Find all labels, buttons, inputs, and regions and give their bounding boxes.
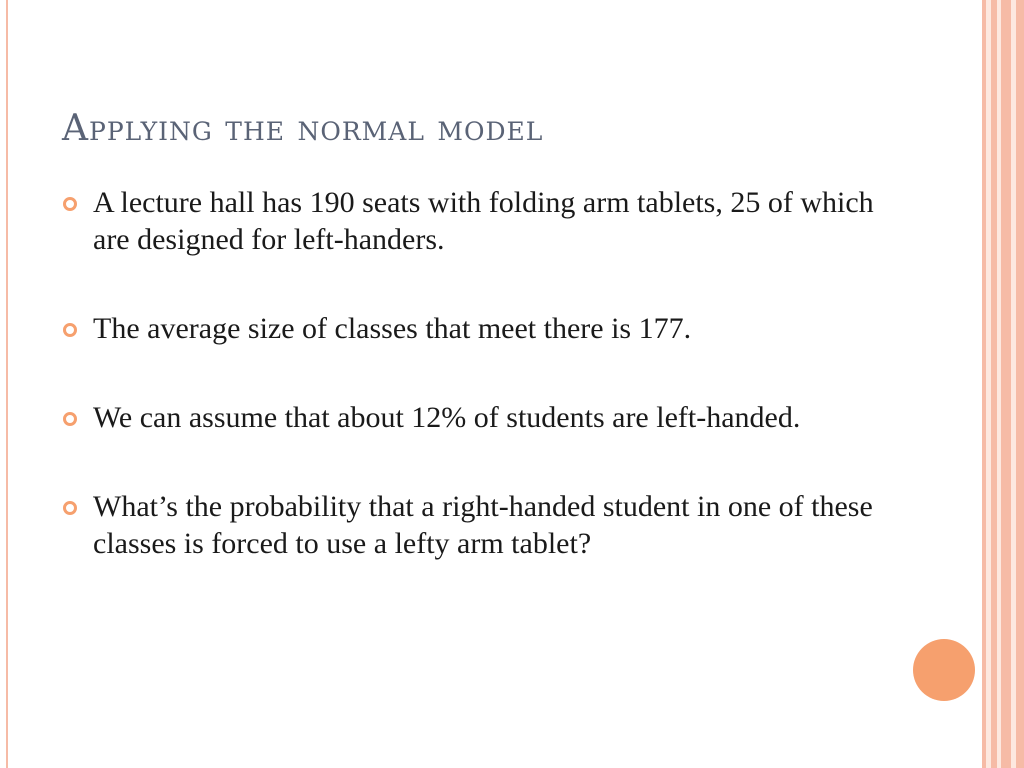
bullet-text: The average size of classes that meet there is 177. (93, 312, 692, 345)
decorative-circle-icon (913, 639, 975, 701)
right-border-band (1001, 0, 1011, 768)
bullet-text: We can assume that about 12% of students are left-handed. (93, 401, 801, 434)
right-border-band (1016, 0, 1024, 768)
bullet-circle-icon (63, 412, 77, 426)
bullet-circle-icon (63, 197, 77, 211)
bullet-circle-icon (63, 501, 77, 515)
bullet-text: A lecture hall has 190 seats with folding arm tablets, 25 of which are designed for left-handers. (93, 186, 874, 256)
bullet-item (62, 184, 882, 258)
bullet-item (62, 399, 882, 436)
bullet-list (62, 184, 882, 614)
bullet-text: What’s the probability that a right-handed student in one of these classes is forced to use a lefty arm tablet? (93, 490, 873, 560)
bullet-circle-icon (63, 323, 77, 337)
bullet-item (62, 488, 882, 562)
slide-title: Applying the normal model (62, 108, 544, 149)
bullet-item (62, 310, 882, 347)
left-border-line (6, 0, 8, 768)
